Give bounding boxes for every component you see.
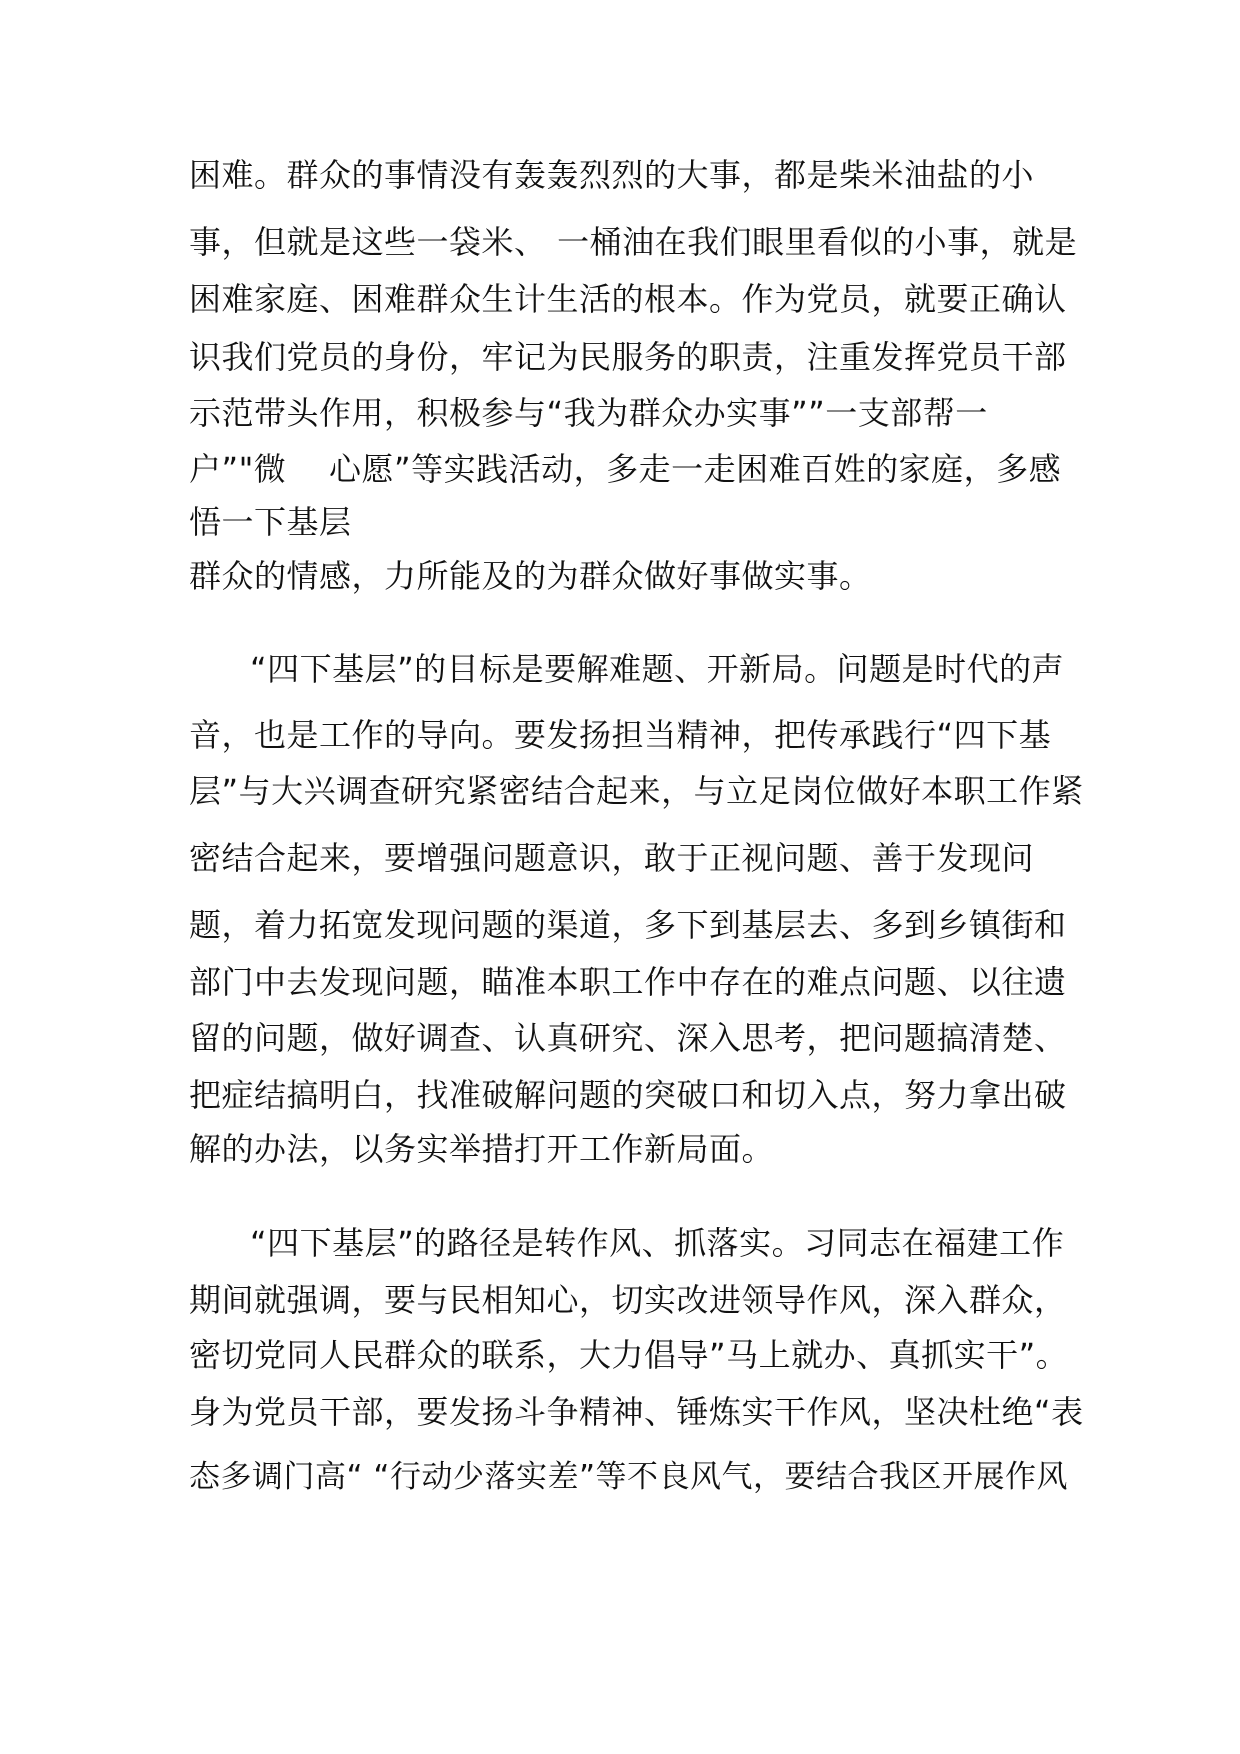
paragraph-2-line-6: 部门中去发现问题，瞄准本职工作中存在的难点问题、以往遗 (189, 963, 1067, 1001)
paragraph-3-line-5: 态多调门高“ “行动少落实差”等不良风气，要结合我区开展作风 (189, 1459, 1069, 1495)
paragraph-2-line-2: 音，也是工作的导向。要发扬担当精神，把传承践行“四下基 (189, 716, 1052, 754)
paragraph-3-line-4: 身为党员干部，要发扬斗争精神、锤炼实干作风，坚决杜绝“表 (189, 1393, 1084, 1431)
paragraph-1-line-8: 群众的情感，力所能及的为群众做好事做实事。 (189, 557, 872, 595)
paragraph-2-line-9: 解的办法，以务实举措打开工作新局面。 (189, 1130, 775, 1168)
paragraph-1-line-7: 悟一下基层 (189, 503, 352, 541)
paragraph-2-line-1: “四下基层”的目标是要解难题、开新局。问题是时代的声 (250, 650, 1065, 688)
paragraph-2-line-5: 题，着力拓宽发现问题的渠道，多下到基层去、多到乡镇街和 (189, 906, 1067, 944)
paragraph-3-line-1: “四下基层”的路径是转作风、抓落实。习同志在福建工作 (250, 1224, 1065, 1262)
paragraph-3-line-3: 密切党同人民群众的联系，大力倡导”马上就办、真抓实干”。 (189, 1336, 1069, 1374)
paragraph-1-line-3: 困难家庭、困难群众生计生活的根本。作为党员，就要正确认 (189, 280, 1067, 318)
paragraph-1-line-1: 困难。群众的事情没有轰轰烈烈的大事，都是柴米油盐的小 (189, 156, 1035, 194)
paragraph-2-line-3: 层”与大兴调查研究紧密结合起来，与立足岗位做好本职工作紧 (189, 772, 1084, 810)
paragraph-2-line-7: 留的问题，做好调查、认真研究、深入思考，把问题搞清楚、 (189, 1019, 1067, 1057)
paragraph-1-line-6: 户”"微 心愿”等实践活动，多走一走困难百姓的家庭，多感 (189, 450, 1062, 488)
paragraph-1-line-5: 示范带头作用，积极参与“我为群众办实事””一支部帮一 (189, 394, 988, 432)
paragraph-2-line-8: 把症结搞明白，找准破解问题的突破口和切入点，努力拿出破 (189, 1076, 1067, 1114)
paragraph-2-line-4: 密结合起来，要增强问题意识，敢于正视问题、善于发现问 (189, 839, 1035, 877)
paragraph-3-line-2: 期间就强调，要与民相知心，切实改进领导作风，深入群众， (189, 1281, 1067, 1319)
paragraph-1-line-2: 事，但就是这些一袋米、 一桶油在我们眼里看似的小事，就是 (189, 223, 1078, 261)
paragraph-1-line-4: 识我们党员的身份，牢记为民服务的职责，注重发挥党员干部 (189, 338, 1067, 376)
